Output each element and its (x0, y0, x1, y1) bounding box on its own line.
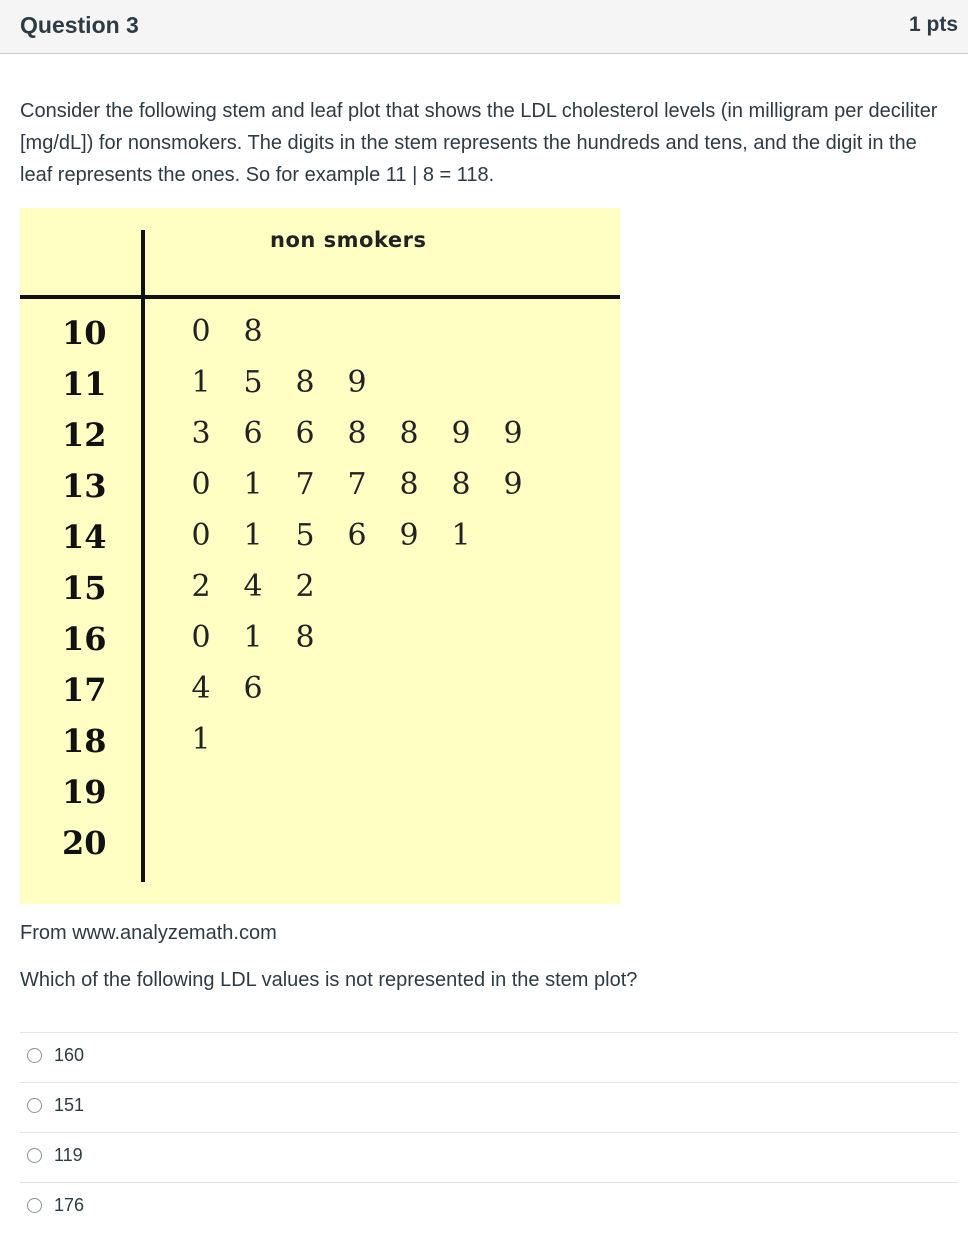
leaf-value: 8 (295, 365, 315, 400)
plot-header-divider (20, 295, 620, 299)
leaf-value: 2 (295, 569, 315, 604)
leaf-value: 9 (503, 416, 523, 451)
stem-value: 13 (62, 467, 107, 505)
question-points: 1 pts (908, 13, 958, 36)
leaf-value: 9 (503, 467, 523, 502)
leaf-value: 0 (191, 467, 211, 502)
leaf-value: 1 (191, 722, 211, 757)
leaf-value: 8 (399, 416, 419, 451)
leaf-value: 6 (243, 671, 263, 706)
leaf-value: 8 (243, 314, 263, 349)
source-credit: From www.analyzemath.com (20, 922, 277, 944)
leaf-value: 5 (243, 365, 263, 400)
leaf-value: 6 (243, 416, 263, 451)
plot-stem-divider (141, 230, 145, 882)
leaf-value: 1 (243, 518, 263, 553)
answer-label: 119 (54, 1145, 83, 1165)
leaf-value: 5 (295, 518, 315, 553)
answer-option[interactable] (20, 1182, 958, 1232)
stem-leaf-plot (20, 208, 620, 904)
leaf-value: 1 (243, 467, 263, 502)
radio-button[interactable] (27, 1098, 42, 1113)
leaf-value: 4 (191, 671, 211, 706)
question-header (0, 0, 968, 54)
stem-value: 18 (62, 722, 107, 760)
stem-value: 19 (62, 773, 107, 811)
leaf-value: 8 (347, 416, 367, 451)
leaf-value: 9 (347, 365, 367, 400)
leaf-value: 8 (295, 620, 315, 655)
answer-label: 160 (54, 1045, 85, 1065)
leaf-value: 4 (243, 569, 263, 604)
leaf-value: 6 (347, 518, 367, 553)
question-text: Which of the following LDL values is not represented in the stem plot? (20, 969, 638, 991)
leaf-value: 1 (243, 620, 263, 655)
stem-value: 12 (62, 416, 107, 454)
leaf-value: 3 (191, 416, 211, 451)
stem-value: 11 (62, 365, 107, 403)
stem-value: 15 (62, 569, 107, 607)
answer-label: 151 (54, 1095, 85, 1115)
answer-option[interactable] (20, 1132, 958, 1182)
leaf-value: 0 (191, 314, 211, 349)
radio-button[interactable] (27, 1048, 42, 1063)
leaf-value: 8 (451, 467, 471, 502)
answer-list (20, 1032, 958, 1232)
question-prompt: Consider the following stem and leaf plot that shows the LDL cholesterol levels (in milligram per deciliter [mg/dL]) for nonsmokers. The digits in the stem represents the hundreds and tens, and the digit in the leaf represents the ones. So for example 11 | 8 = 118. (20, 100, 938, 186)
leaf-value: 1 (451, 518, 471, 553)
leaf-value: 0 (191, 620, 211, 655)
leaf-value: 9 (451, 416, 471, 451)
leaf-value: 0 (191, 518, 211, 553)
leaf-value: 8 (399, 467, 419, 502)
answer-option[interactable] (20, 1082, 958, 1132)
radio-button[interactable] (27, 1198, 42, 1213)
radio-button[interactable] (27, 1148, 42, 1163)
question-title: Question 3 (20, 12, 139, 38)
answer-label: 176 (54, 1195, 85, 1215)
stem-value: 16 (62, 620, 107, 658)
answer-option[interactable] (20, 1032, 958, 1082)
leaf-value: 1 (191, 365, 211, 400)
leaf-value: 7 (295, 467, 315, 502)
stem-value: 17 (62, 671, 107, 709)
leaf-value: 9 (399, 518, 419, 553)
stem-value: 10 (62, 314, 107, 352)
stem-value: 14 (62, 518, 107, 556)
leaf-value: 6 (295, 416, 315, 451)
stem-value: 20 (62, 824, 107, 862)
leaf-value: 2 (191, 569, 211, 604)
leaf-value: 7 (347, 467, 367, 502)
plot-title: non smokers (270, 228, 427, 252)
